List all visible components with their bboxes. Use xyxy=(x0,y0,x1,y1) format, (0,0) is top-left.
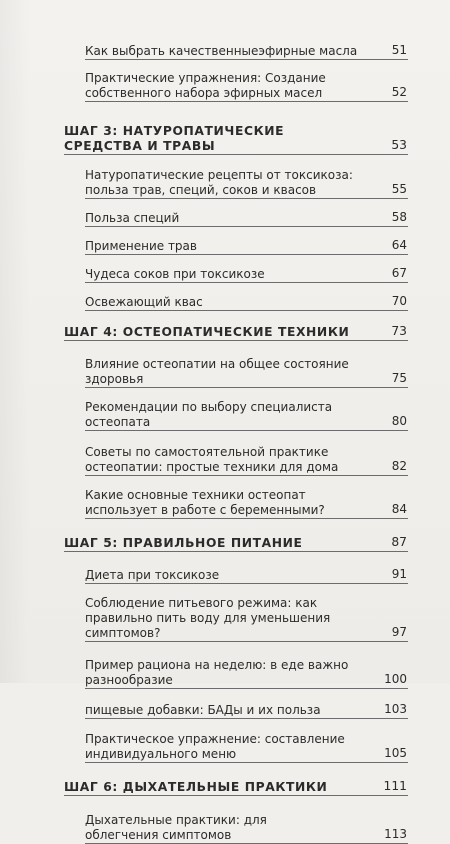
toc-chapter-entry[interactable] xyxy=(64,124,408,155)
toc-entry-title: Соблюдение питьевого режима: как правильно пить воду для уменьшения симптомов? xyxy=(85,596,331,640)
toc-page-number: 111 xyxy=(383,779,407,793)
toc-entry-title: Чудеса соков при токсикозе xyxy=(85,267,265,281)
toc-entry-title: ШАГ 3: НАТУРОПАТИЧЕСКИЕ СРЕДСТВА И ТРАВЫ xyxy=(64,124,285,153)
toc-entry-title: Какие основные техники остеопат использует в работе с беременными? xyxy=(85,488,325,517)
toc-entry-title: пищевые добавки: БАДы и их польза xyxy=(85,703,321,717)
toc-entry-title: ШАГ 6: ДЫХАТЕЛЬНЫЕ ПРАКТИКИ xyxy=(64,780,328,794)
toc-entry-title: Дыхательные практики: для облегчения симптомов xyxy=(85,813,267,842)
toc-entry[interactable] xyxy=(85,658,408,689)
toc-page-number: 64 xyxy=(391,238,407,252)
toc-page-number: 67 xyxy=(391,266,407,280)
toc-entry[interactable] xyxy=(85,44,408,60)
toc-page-number: 87 xyxy=(391,535,407,549)
toc-page-number: 97 xyxy=(391,625,407,639)
toc-entry-title: Применение трав xyxy=(85,239,197,253)
toc-page-number: 80 xyxy=(391,414,407,428)
toc-entry-title: Пример рациона на неделю: в еде важно разнообразие xyxy=(85,658,349,687)
toc-entry[interactable] xyxy=(85,445,408,476)
toc-page-number: 70 xyxy=(391,294,407,308)
toc-chapter-entry[interactable] xyxy=(64,780,408,796)
toc-entry[interactable] xyxy=(85,211,408,227)
toc-entry-title: ШАГ 4: ОСТЕОПАТИЧЕСКИЕ ТЕХНИКИ xyxy=(64,325,350,339)
toc-entry[interactable] xyxy=(85,239,408,255)
toc-page-number: 113 xyxy=(384,827,407,841)
toc-page-number: 100 xyxy=(384,672,407,686)
toc-chapter-entry[interactable] xyxy=(64,536,408,552)
toc-entry-title: ШАГ 5: ПРАВИЛЬНОЕ ПИТАНИЕ xyxy=(64,536,303,550)
toc-entry[interactable] xyxy=(85,267,408,283)
toc-page-number: 91 xyxy=(391,567,407,581)
toc-entry-title: Советы по самостоятельной практике остеопатии: простые техники для дома xyxy=(85,445,339,474)
toc-page-number: 51 xyxy=(391,43,407,57)
toc-entry-title: Влияние остеопатии на общее состояние здоровья xyxy=(85,357,349,386)
toc-entry[interactable] xyxy=(85,168,408,199)
toc-entry-title: Рекомендации по выбору специалиста остеопата xyxy=(85,400,333,429)
toc-page-number: 52 xyxy=(391,85,407,99)
toc-entry[interactable] xyxy=(85,732,408,763)
toc-page-number: 82 xyxy=(391,459,407,473)
toc-entry[interactable] xyxy=(85,596,408,642)
toc-entry-title: Практическое упражнение: составление индивидуального меню xyxy=(85,732,345,761)
toc-page-number: 55 xyxy=(391,182,407,196)
toc-page-number: 75 xyxy=(391,371,407,385)
toc-entry-title: Как выбрать качественныеэфирные масла xyxy=(85,44,358,58)
toc-entry-title: Освежающий квас xyxy=(85,295,203,309)
table-of-contents xyxy=(64,44,408,844)
toc-entry[interactable] xyxy=(85,71,408,102)
toc-entry[interactable] xyxy=(85,568,408,584)
toc-entry[interactable] xyxy=(85,703,408,719)
toc-entry-title: Диета при токсикозе xyxy=(85,568,220,582)
toc-page-number: 84 xyxy=(391,502,407,516)
toc-entry-title: Польза специй xyxy=(85,211,180,225)
toc-entry[interactable] xyxy=(85,295,408,311)
toc-page-number: 58 xyxy=(391,210,407,224)
toc-page-number: 53 xyxy=(391,138,407,152)
toc-page-number: 73 xyxy=(391,324,407,338)
toc-entry[interactable] xyxy=(85,357,408,388)
toc-page-number: 105 xyxy=(384,746,407,760)
toc-entry[interactable] xyxy=(85,400,408,431)
toc-page-number: 103 xyxy=(384,702,407,716)
toc-chapter-entry[interactable] xyxy=(64,325,408,341)
toc-entry-title: Натуропатические рецепты от токсикоза: польза трав, специй, соков и квасов xyxy=(85,168,353,197)
toc-entry[interactable] xyxy=(85,488,408,519)
toc-entry[interactable] xyxy=(85,813,408,844)
toc-entry-title: Практические упражнения: Создание собственного набора эфирных масел xyxy=(85,71,326,100)
